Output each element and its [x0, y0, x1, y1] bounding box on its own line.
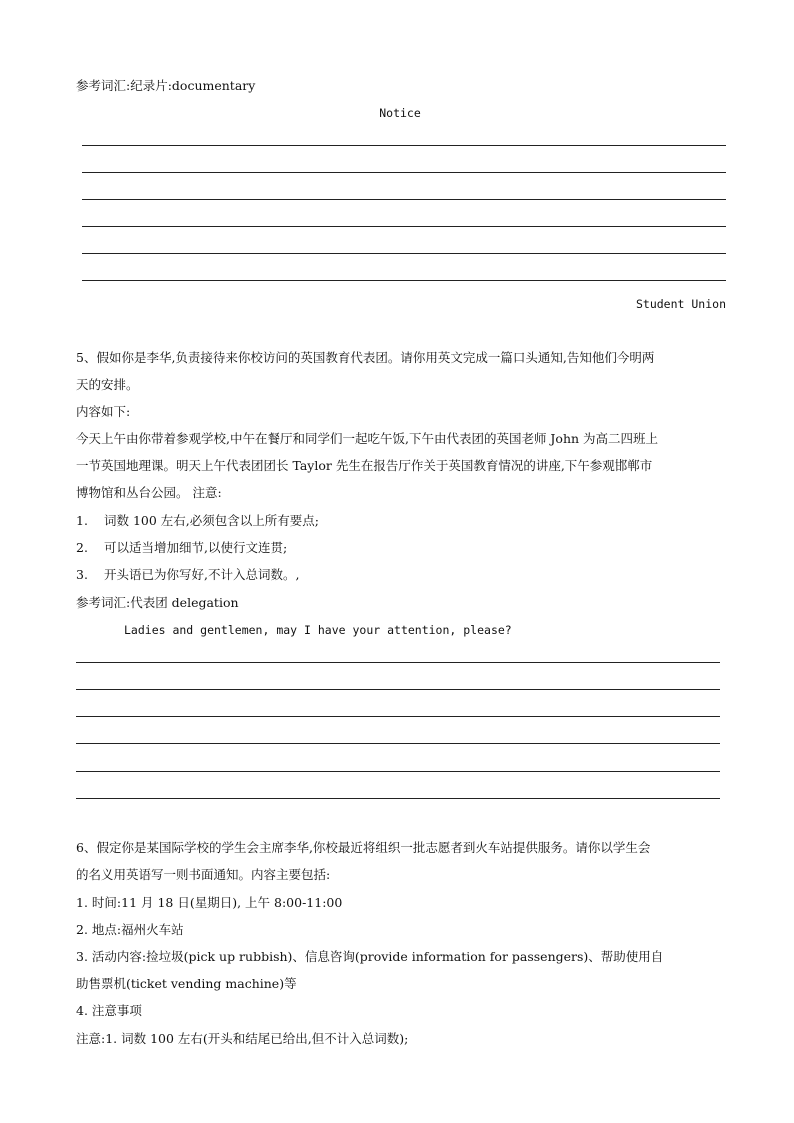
content-text: 博物馆和丛台公园。 注意: — [76, 485, 222, 500]
answer-line — [76, 743, 720, 744]
notice-title: Notice — [379, 106, 421, 120]
question-5-prompt-cont: 天的安排。 — [76, 377, 139, 392]
answer-line — [82, 199, 726, 200]
answer-line — [76, 716, 720, 717]
note-text: 可以适当增加细节,以使行文连贯; — [104, 540, 288, 555]
content-item: 4. 注意事项 — [76, 1003, 142, 1018]
note-number: 3. — [76, 567, 88, 582]
opening-sentence: Ladies and gentlemen, may I have your attention, please? — [124, 623, 512, 637]
note-item — [76, 566, 299, 584]
content-item: 3. 活动内容:捡垃圾(pick up rubbish)、信息咨询(provide information for passengers)、帮助使用自 — [76, 949, 664, 964]
note-text: 开头语已为你写好,不计入总词数。, — [104, 567, 300, 582]
content-item: 助售票机(ticket vending machine)等 — [76, 976, 297, 991]
answer-line — [76, 662, 720, 663]
content-text: 今天上午由你带着参观学校,中午在餐厅和同学们一起吃午饭,下午由代表团的英国老师 John 为高二四班上 — [76, 431, 659, 446]
content-item: 1. 时间:11 月 18 日(星期日), 上午 8:00-11:00 — [76, 895, 343, 910]
question-6-prompt-cont: 的名义用英语写一则书面通知。内容主要包括: — [76, 867, 331, 882]
question-5-prompt: 5、假如你是李华,负责接待来你校访问的英国教育代表团。请你用英文完成一篇口头通知,告知他们今明两 — [76, 350, 655, 365]
note-number: 1. — [76, 513, 88, 528]
note-text: 词数 100 左右,必须包含以上所有要点; — [104, 513, 319, 528]
content-text: 一节英国地理课。明天上午代表团团长 Taylor 先生在报告厅作关于英国教育情况的讲座,下午参观邯郸市 — [76, 458, 653, 473]
note-item — [76, 512, 319, 530]
answer-line — [82, 253, 726, 254]
answer-line — [82, 226, 726, 227]
question-6-prompt: 6、假定你是某国际学校的学生会主席李华,你校最近将组织一批志愿者到火车站提供服务。请你以学生会 — [76, 840, 651, 855]
answer-line — [76, 771, 720, 772]
answer-line — [82, 145, 726, 146]
answer-line — [82, 172, 726, 173]
vocab-line: 参考词汇:纪录片:documentary — [76, 78, 256, 93]
vocab-line: 参考词汇:代表团 delegation — [76, 595, 239, 610]
note-item — [76, 539, 287, 557]
answer-line — [76, 798, 720, 799]
note-line: 注意:1. 词数 100 左右(开头和结尾已给出,但不计入总词数); — [76, 1031, 409, 1046]
signature: Student Union — [635, 297, 726, 311]
content-label: 内容如下: — [76, 404, 131, 419]
note-number: 2. — [76, 540, 88, 555]
content-item: 2. 地点:福州火车站 — [76, 922, 184, 937]
answer-line — [76, 689, 720, 690]
answer-line — [82, 280, 726, 281]
